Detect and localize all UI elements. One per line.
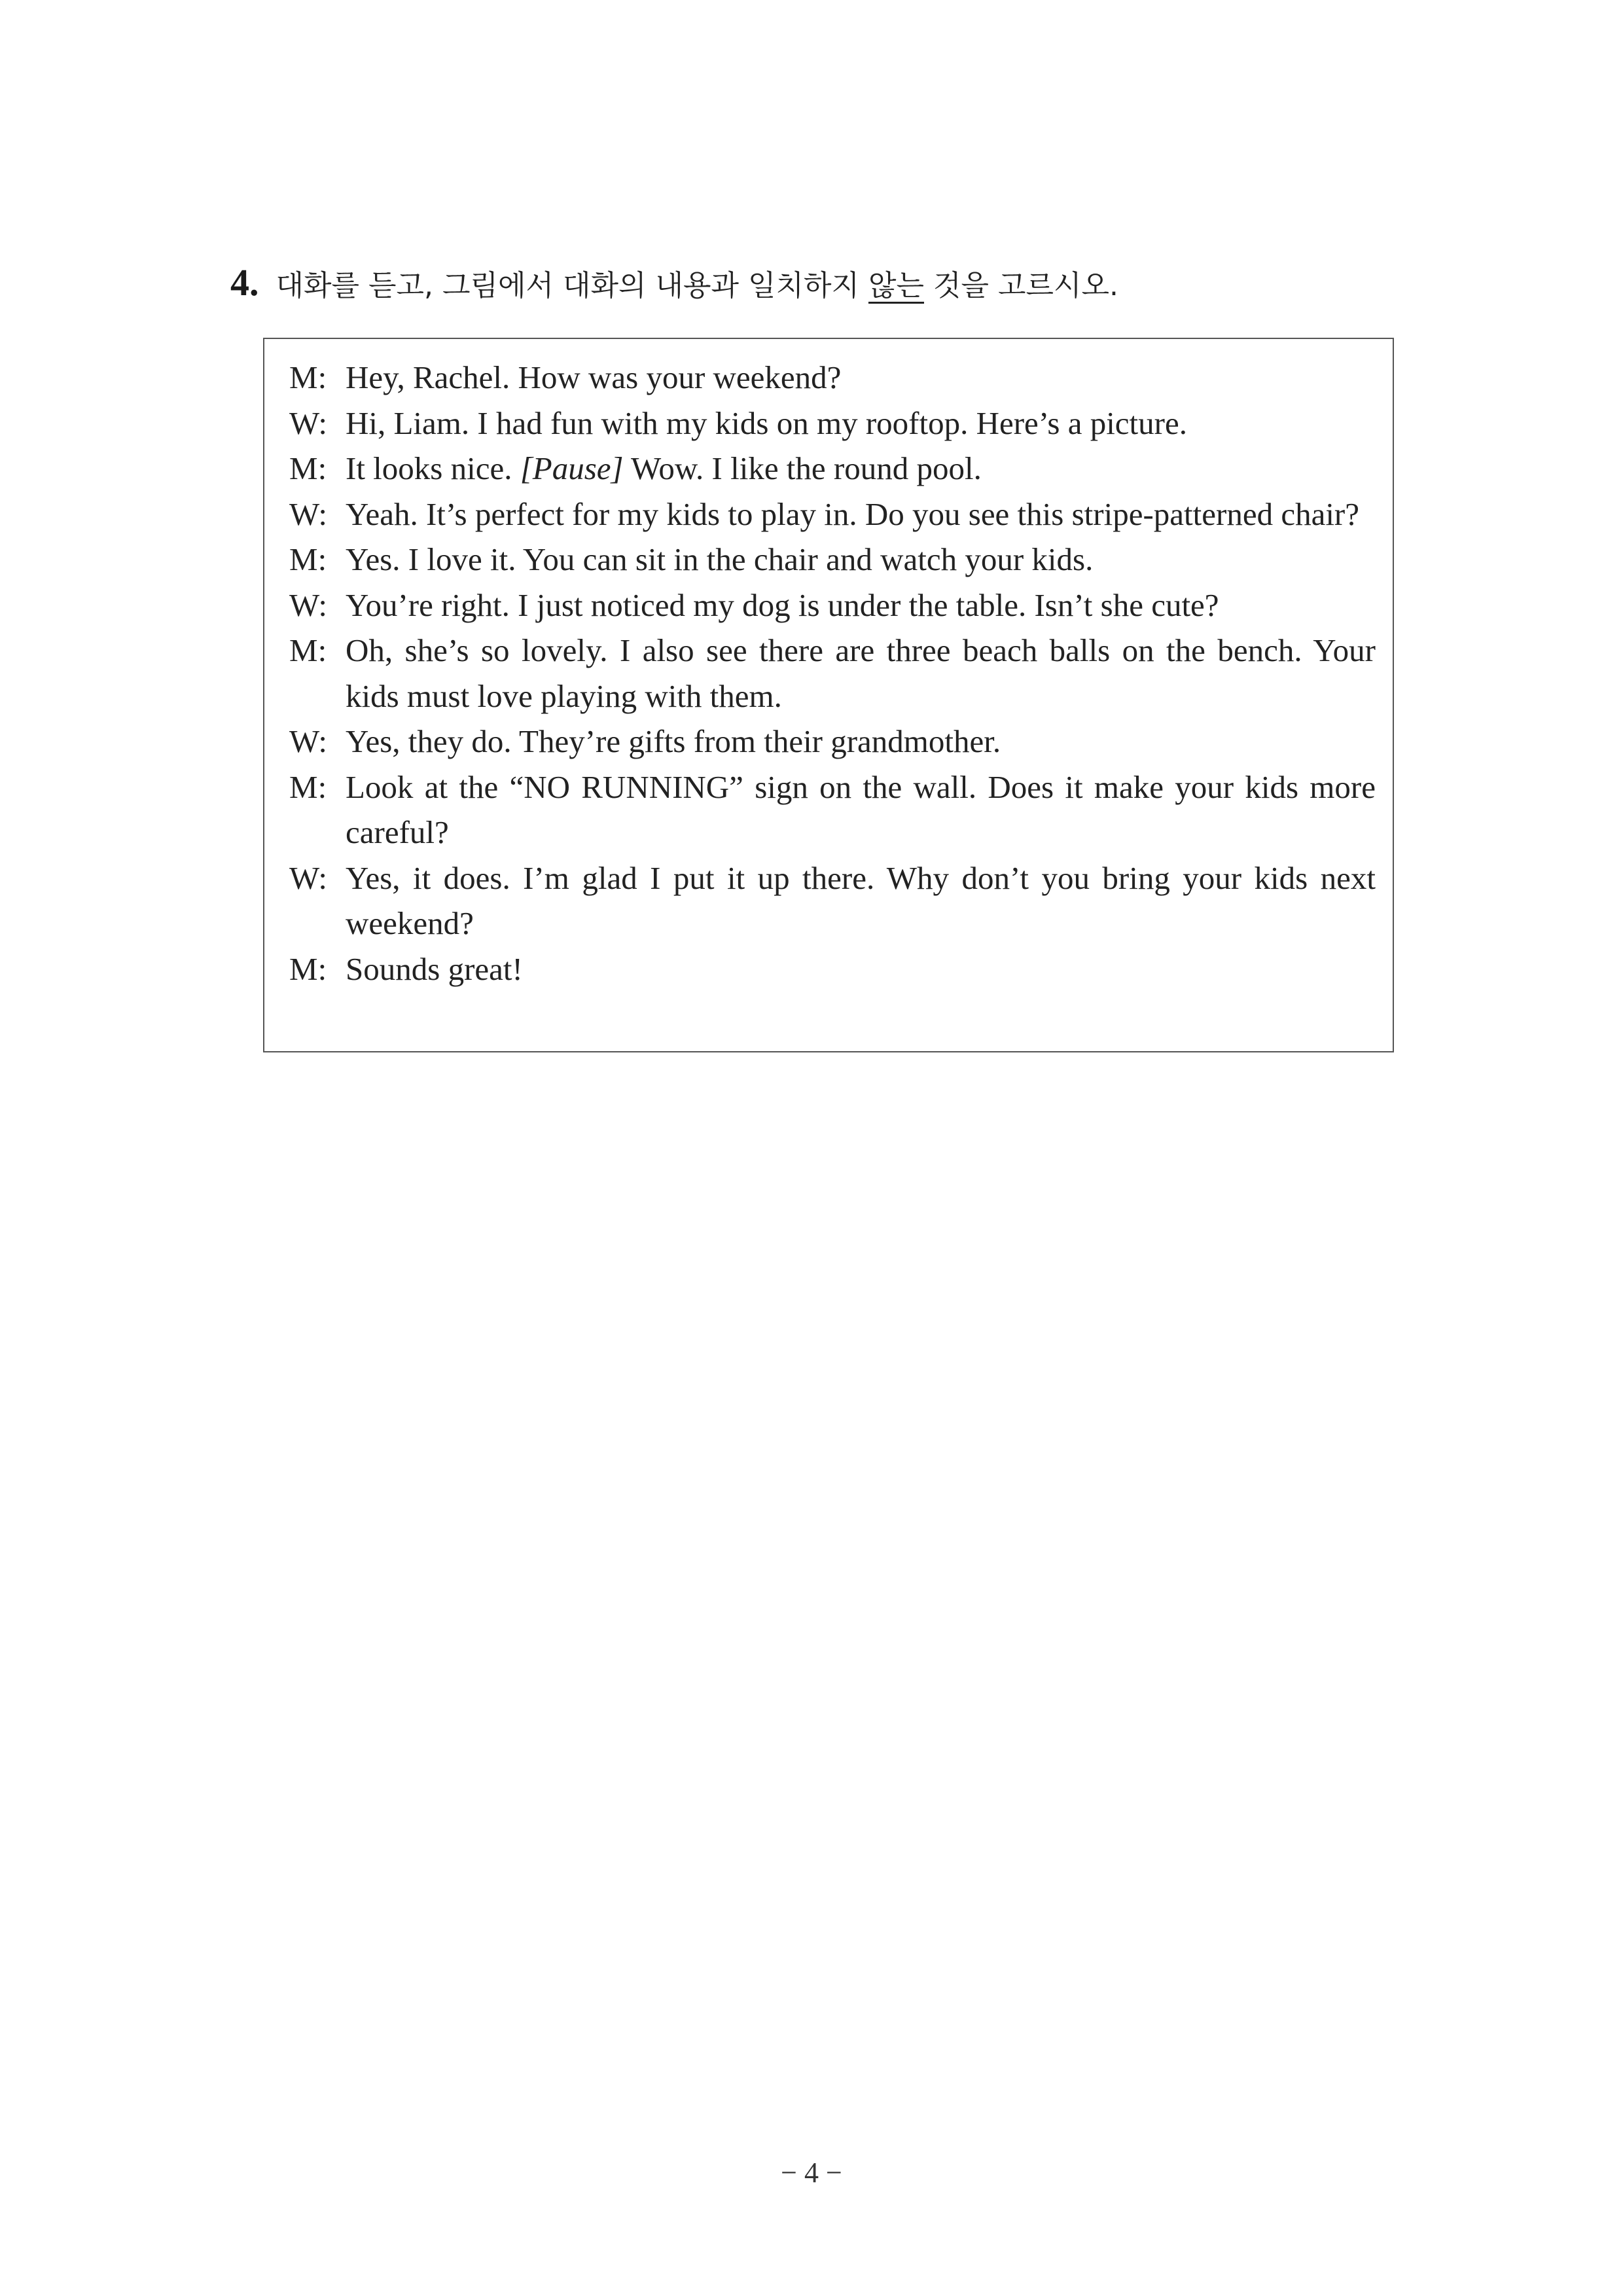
dialogue-line bbox=[289, 401, 1376, 446]
utterance: Look at the “NO RUNNING” sign on the wall. Does it make your kids more careful? bbox=[346, 768, 1376, 850]
utterance-part: Wow. I like the round pool. bbox=[623, 450, 982, 486]
speaker-label: W: bbox=[289, 859, 328, 896]
stage-direction: [Pause] bbox=[520, 450, 624, 486]
page-number: − 4 − bbox=[781, 2157, 842, 2189]
speaker-label: W: bbox=[289, 586, 328, 623]
utterance-part: It looks nice. bbox=[346, 450, 520, 486]
dialogue-line bbox=[289, 446, 1376, 492]
utterance: Hey, Rachel. How was your weekend? bbox=[346, 359, 842, 395]
speaker-label: W: bbox=[289, 495, 328, 532]
question-prompt-start: 대화를 듣고, 그림에서 대화의 내용과 일치하지 bbox=[276, 269, 868, 302]
utterance bbox=[346, 446, 1376, 492]
utterance: Yes. I love it. You can sit in the chair and watch your kids. bbox=[346, 541, 1094, 577]
utterance: Sounds great! bbox=[346, 950, 523, 987]
question-prompt-end: 것을 고르시오. bbox=[924, 269, 1118, 302]
question-prompt-underlined: 않는 bbox=[868, 269, 924, 302]
utterance: Yeah. It’s perfect for my kids to play in. Do you see this stripe-patterned chair? bbox=[346, 495, 1360, 532]
dialogue-line bbox=[289, 355, 1376, 401]
dialogue-line bbox=[289, 946, 1376, 992]
utterance: Oh, she’s so lovely. I also see there are three beach balls on the bench. Your kids must love playing with them. bbox=[346, 632, 1376, 714]
dialogue-line bbox=[289, 492, 1376, 537]
speaker-label: M: bbox=[289, 541, 327, 577]
dialogue-line bbox=[289, 855, 1376, 946]
speaker-label: M: bbox=[289, 450, 327, 486]
speaker-label: M: bbox=[289, 950, 327, 987]
question-header bbox=[230, 260, 1408, 319]
question-prompt bbox=[276, 262, 1118, 304]
speaker-label: M: bbox=[289, 359, 327, 395]
dialogue-line bbox=[289, 583, 1376, 628]
dialogue-line bbox=[289, 719, 1376, 764]
utterance: Hi, Liam. I had fun with my kids on my rooftop. Here’s a picture. bbox=[346, 404, 1187, 441]
dialogue-line bbox=[289, 537, 1376, 583]
dialogue-line bbox=[289, 764, 1376, 855]
speaker-label: W: bbox=[289, 723, 328, 759]
question-number: 4. bbox=[230, 261, 259, 304]
utterance: Yes, it does. I’m glad I put it up there. Why don’t you bring your kids next weekend? bbox=[346, 859, 1376, 941]
dialogue-line bbox=[289, 628, 1376, 719]
speaker-label: W: bbox=[289, 404, 328, 441]
dialogue-box bbox=[263, 338, 1394, 1052]
utterance: You’re right. I just noticed my dog is under the table. Isn’t she cute? bbox=[346, 586, 1219, 623]
utterance: Yes, they do. They’re gifts from their grandmother. bbox=[346, 723, 1001, 759]
dialogue-script bbox=[289, 355, 1376, 992]
speaker-label: M: bbox=[289, 768, 327, 805]
speaker-label: M: bbox=[289, 632, 327, 668]
